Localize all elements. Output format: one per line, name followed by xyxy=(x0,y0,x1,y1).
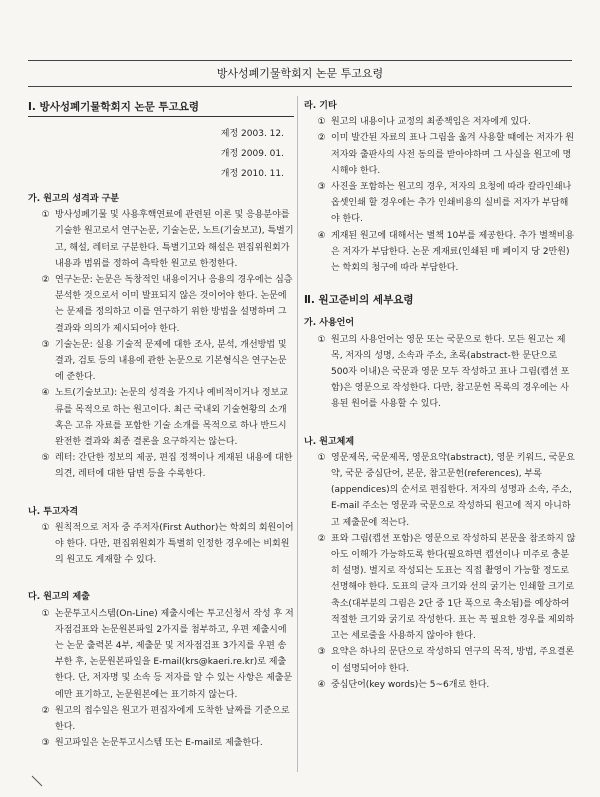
date-revised-1: 개정 2009. 01. xyxy=(220,149,284,159)
left-column xyxy=(28,98,294,752)
item-number: ④ xyxy=(317,679,326,690)
page-header xyxy=(28,60,572,87)
list-item xyxy=(304,130,576,179)
subsection-heading: 나. 원고체제 xyxy=(304,436,355,447)
item-number: ② xyxy=(317,133,326,144)
item-number: ① xyxy=(41,522,50,533)
list-item xyxy=(28,207,294,272)
item-number: ④ xyxy=(317,230,326,241)
subsection-heading: 나. 투고자격 xyxy=(28,506,79,517)
list-item xyxy=(28,703,294,735)
item-number: ③ xyxy=(41,339,50,350)
item-number: ① xyxy=(41,210,50,221)
item-number: ② xyxy=(317,533,326,544)
subsection-heading: 다. 원고의 제출 xyxy=(28,592,90,603)
item-text: 방사성폐기물 및 사용후핵연료에 관련된 이론 및 응용분야를 기술한 원고로서 연구논문, 기술논문, 노트(기술보고), 특별기고, 해설, 레터로 구분한다. 특별기고와 해설은 편집위원회가 내용과 범위를 정하여 측탁한 원고로 한정한다. xyxy=(55,210,294,269)
subsection-heading: 가. 사용언어 xyxy=(304,318,355,329)
subsection-heading: 라. 기타 xyxy=(304,101,337,111)
item-number: ③ xyxy=(317,647,326,658)
list-item xyxy=(28,337,294,386)
item-text: 이미 발간된 자료의 표나 그림을 옮겨 사용할 때에는 저자가 원저자와 출판사의 사전 동의를 받아야하며 그 사실을 원고에 명시해야 한다. xyxy=(331,133,575,176)
list-item xyxy=(28,450,294,482)
item-number: ① xyxy=(317,334,326,345)
list-item xyxy=(28,606,294,703)
list-item xyxy=(304,677,576,693)
list-item xyxy=(28,735,294,751)
section-1-title: Ⅰ. 방사성폐기물학회지 논문 투고요령 xyxy=(28,98,294,117)
item-text: 표와 그림(캡션 포함)은 영문으로 작성하되 본문을 참조하지 않아도 이해가 가능하도록 한다(필요하면 캡션이나 미주로 충분히 설명). 별지로 작성되는 도표는 직접 촬영이 가능할 정도로 선명해야 한다. 도표의 글자 크기와 선의 굵기는 인쇄할 크기로 축소(대부분의 그림은 2단 중 1단 폭으로 축소됨)를 예상하여 적절한 크기와 굵기로 작성한다. 표는 꼭 필요한 경우를 제외하고는 세로줄을 사용하지 않아야 한다. xyxy=(331,533,576,642)
list-item xyxy=(304,228,576,277)
item-text: 노트(기술보고): 논문의 성격을 가지나 예비적이거나 정보교류를 목적으로 하는 원고이다. 최근 국내외 기술현황의 소개 혹은 고유 자료를 포함한 기술 소개를 목적으로 하나 반드시 완전한 결과와 최종 결론을 요구하지는 않는다. xyxy=(55,388,289,448)
item-text: 원고의 내용이나 교정의 최종책임은 저자에게 있다. xyxy=(331,117,531,128)
item-text: 원고의 접수일은 원고가 편집자에게 도착한 날짜를 기준으로 한다. xyxy=(55,705,290,733)
item-text: 영문제목, 국문제목, 영문요약(abstract), 영문 키워드, 국문요약, 국문 중심단어, 본문, 참고문헌(references), 부록(appendices)의 순서로 편집한다. 저자의 성명과 소속, 주소, E-mail 주소는 영문과 국문으로 작성하되 원고에 적지 아니하고 제출문에 적는다. xyxy=(331,452,575,528)
date-revised-2: 개정 2010. 11. xyxy=(220,169,284,179)
item-number: ③ xyxy=(317,182,326,193)
page-header-title: 방사성폐기물학회지 논문 투고요령 xyxy=(216,67,384,80)
list-item xyxy=(304,450,576,531)
subsection-heading: 가. 원고의 성격과 구분 xyxy=(28,194,120,204)
item-number: ⑤ xyxy=(41,453,50,464)
item-text: 요약은 하나의 문단으로 작성하되 연구의 목적, 방법, 주요결론이 설명되어야 한다. xyxy=(331,647,575,674)
item-text: 연구논문: 논문은 독창적인 내용이거나 응용의 경우에는 심층 분석한 것으로서 이미 발표되지 않은 것이어야 한다. 논문에는 문제를 정의하고 이를 연구하기 위한 방법을 설명하며 그 결과와 의의가 제시되어야 한다. xyxy=(55,275,293,334)
item-text: 논문투고시스템(On-Line) 제출시에는 투고신청서 작성 후 저자점검표와 논문원본파일 2가지를 첨부하고, 우편 제출시에는 논문 출력본 4부, 제출문 및 저자점검표 3가지를 우편 송부한 후, 논문원본파일을 E-mail(krs@kaeri.re.kr)로 제출한다. 단, 저자명 및 소속 등 저자를 알 수 있는 사항은 제출문에만 표기하고, 논문원본에는 표기하지 않는다. xyxy=(55,608,294,700)
list-item xyxy=(304,179,576,228)
list-item xyxy=(28,385,294,450)
item-text: 원칙적으로 저자 중 주저자(First Author)는 학회의 회원이어야 한다. 다만, 편집위원회가 특별히 인정한 경우에는 비회원의 원고도 게재할 수 있다. xyxy=(55,522,294,566)
date-established: 제정 2003. 12. xyxy=(220,129,284,139)
item-number: ② xyxy=(41,705,50,716)
section-2-title: Ⅱ. 원고준비의 세부요령 xyxy=(304,294,414,307)
list-item xyxy=(304,531,576,644)
item-text: 사진을 포함하는 원고의 경우, 저자의 요청에 따라 칼라인쇄나 옵셋인쇄 할 경우에는 추가 인쇄비용의 실비를 저자가 부담해야 한다. xyxy=(331,182,572,225)
list-item xyxy=(28,272,294,337)
item-number: ① xyxy=(41,608,50,619)
right-column xyxy=(304,98,576,693)
item-number: ① xyxy=(317,117,326,128)
item-text: 게재된 원고에 대해서는 별책 10부를 제공한다. 추가 별책비용은 저자가 부담한다. 논문 게재료(인쇄된 매 페이지 당 2만원)는 학회의 청구에 따라 부담한다. xyxy=(331,230,574,274)
item-text: 원고의 사용언어는 영문 또는 국문으로 한다. 모든 원고는 제목, 저자의 성명, 소속과 주소, 초록(abstract-한 문단으로 500자 이내)은 국문과 영문 모두 작성하고 표나 그림(캡션 포함)은 영문으로 작성한다. 다만, 참고문헌 목록의 경우에는 사용된 원어를 사용할 수 있다. xyxy=(331,334,570,410)
item-text: 기술논문: 실용 기술적 문제에 대한 조사, 분석, 개선방법 및 결과, 검토 등의 내용에 관한 논문으로 기본형식은 연구논문에 준한다. xyxy=(55,339,287,383)
list-item xyxy=(304,644,576,676)
item-number: ③ xyxy=(41,738,50,749)
revision-dates xyxy=(28,124,294,184)
item-text: 중심단어(key words)는 5~6개로 한다. xyxy=(331,679,490,690)
scan-mark xyxy=(30,774,44,788)
item-text: 원고파일은 논문투고시스템 또는 E-mail로 제출한다. xyxy=(55,738,263,749)
column-divider xyxy=(297,96,298,772)
list-item xyxy=(304,114,576,130)
item-number: ① xyxy=(317,452,326,463)
list-item xyxy=(304,332,576,413)
item-number: ④ xyxy=(41,388,50,399)
list-item xyxy=(28,520,294,569)
item-text: 레터: 간단한 정보의 제공, 편집 정책이나 게재된 내용에 대한 의견, 레터에 대한 답변 등을 수록한다. xyxy=(55,453,293,480)
item-number: ② xyxy=(41,275,50,286)
